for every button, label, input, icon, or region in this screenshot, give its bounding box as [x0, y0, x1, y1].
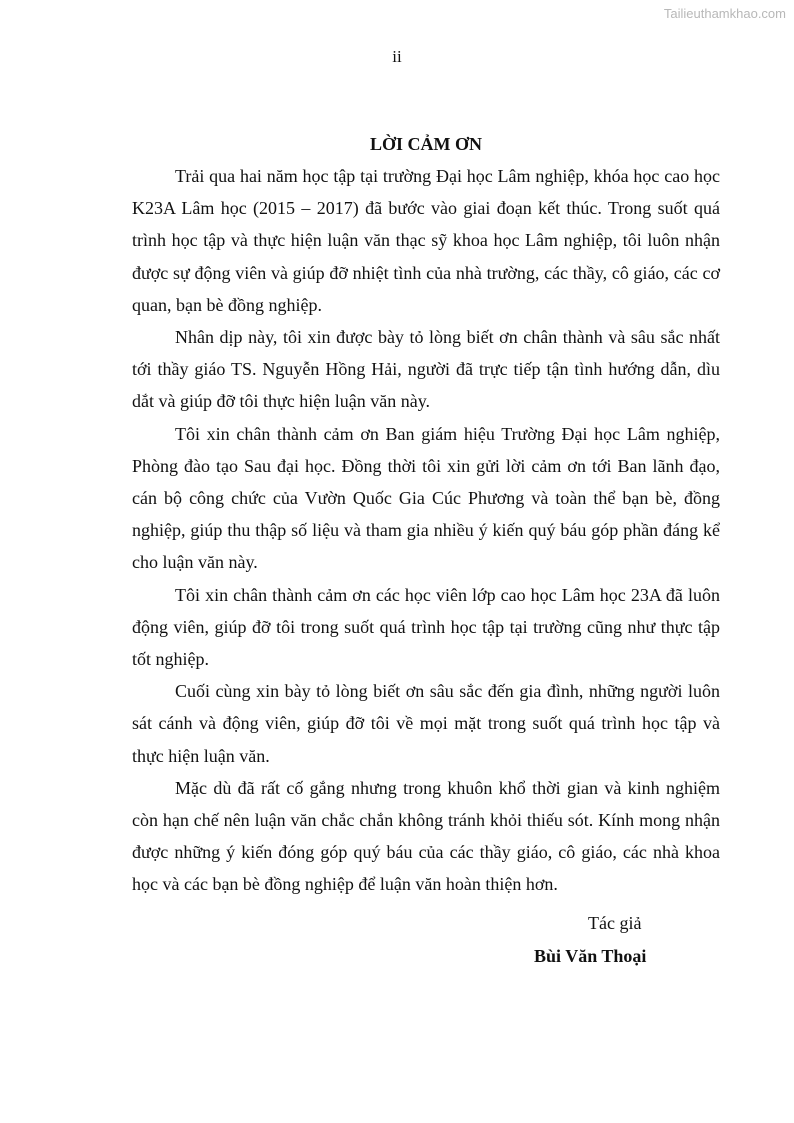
author-name: Bùi Văn Thoại [534, 945, 647, 966]
acknowledgement-section [132, 132, 720, 977]
paragraph-institution-thanks: Tôi xin chân thành cảm ơn Ban giám hiệu Trường Đại học Lâm nghiệp, Phòng đào tạo Sau đại học. Đồng thời tôi xin gửi lời cảm ơn tới Ban lãnh đạo, cán bộ công chức của Vườn Quốc Gia Cúc Phương và toàn thể bạn bè, đồng nghiệp, giúp thu thập số liệu và tham gia nhiều ý kiến quý báu góp phần đáng kể cho luận văn này. [132, 423, 720, 573]
page-title: LỜI CẢM ƠN [370, 134, 482, 154]
paragraph-study-period: Trải qua hai năm học tập tại trường Đại học Lâm nghiệp, khóa học cao học K23A Lâm học (2015 – 2017) đã bước vào giai đoạn kết thúc. Trong suốt quá trình học tập và thực hiện luận văn thạc sỹ khoa học Lâm nghiệp, tôi luôn nhận được sự động viên và giúp đỡ nhiệt tình của nhà trường, các thầy, cô giáo, các cơ quan, bạn bè đồng nghiệp. [132, 166, 720, 315]
watermark-text: Tailieuthamkhao.com [663, 6, 786, 21]
page-number: ii [392, 47, 402, 66]
signature-block [132, 907, 720, 977]
author-role: Tác giả [588, 912, 642, 933]
paragraph-family-thanks: Cuối cùng xin bày tỏ lòng biết ơn sâu sắc đến gia đình, những người luôn sát cánh và động viên, giúp đỡ tôi về mọi mặt trong suốt quá trình học tập và thực hiện luận văn. [132, 681, 720, 766]
paragraph-closing: Mặc dù đã rất cố gắng nhưng trong khuôn khổ thời gian và kinh nghiệm còn hạn chế nên luận văn chắc chắn không tránh khỏi thiếu sót. Kính mong nhận được những ý kiến đóng góp quý báu của các thầy giáo, cô giáo, các nhà khoa học và các bạn bè đồng nghiệp để luận văn hoàn thiện hơn. [132, 777, 720, 895]
paragraph-classmates-thanks: Tôi xin chân thành cảm ơn các học viên lớp cao học Lâm học 23A đã luôn động viên, giúp đỡ tôi trong suốt quá trình học tập tại trường cũng như thực tập tốt nghiệp. [132, 584, 720, 670]
paragraph-supervisor-thanks: Nhân dịp này, tôi xin được bày tỏ lòng biết ơn chân thành và sâu sắc nhất tới thầy giáo TS. Nguyễn Hồng Hải, người đã trực tiếp tận tình hướng dẫn, dìu dắt và giúp đỡ tôi thực hiện luận văn này. [132, 327, 720, 412]
